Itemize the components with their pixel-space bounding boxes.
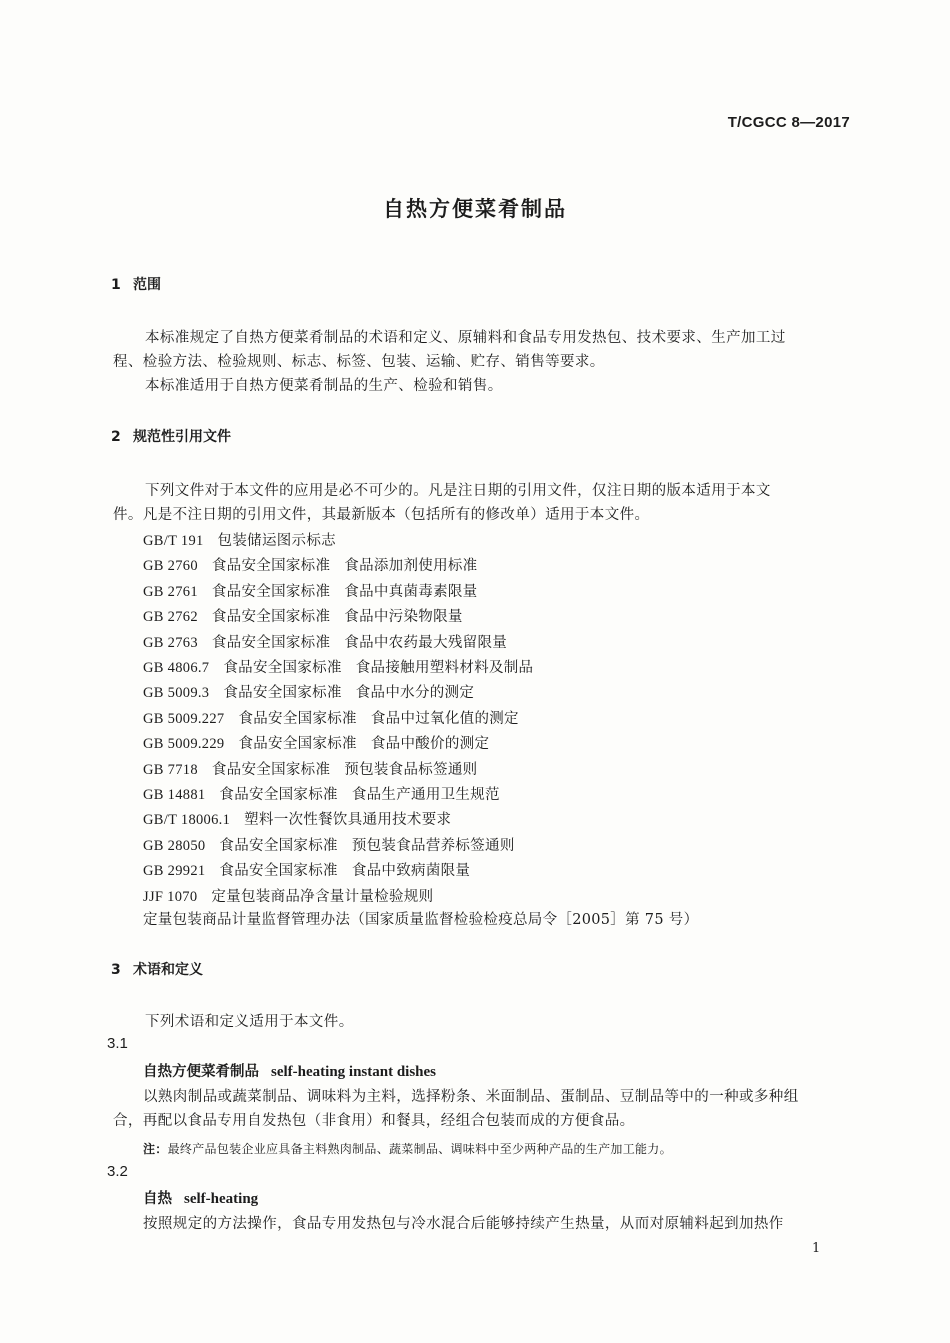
reference-title: 定量包装商品净含量计量检验规则 [211,888,434,905]
term-3-1-definition-line-1: 以熟肉制品或蔬菜制品、调味料为主料，选择粉条、米面制品、蛋制品、豆制品等中的一种或多种组 [143,1089,799,1105]
section-3-heading [111,959,203,979]
section-title: 范围 [133,277,161,293]
reference-subtitle: 预包装食品标签通则 [344,761,478,778]
reference-item [143,681,474,702]
section-1-paragraph-1-line-2: 程、检验方法、检验规则、标志、标签、包装、运输、贮存、销售等要求。 [113,354,605,370]
section-1-heading [111,274,161,294]
reference-title: 食品安全国家标准 [211,583,331,600]
reference-title: 食品安全国家标准 [219,787,338,803]
section-1-paragraph-1-line-1: 本标准规定了自热方便菜肴制品的术语和定义、原辅料和食品专用发热包、技术要求、生产加工过 [145,330,786,346]
reference-subtitle: 食品中过氧化值的测定 [370,710,519,727]
reference-title: 食品安全国家标准 [238,710,357,727]
reference-item [143,783,500,804]
reference-code: GB 2763 [143,634,198,651]
section-title: 术语和定义 [133,962,203,978]
term-3-1-title [143,1060,436,1081]
reference-item [143,656,533,677]
term-3-1-definition-line-2: 合，再配以食品专用自发热包（非食用）和餐具，经组合包装而成的方便食品。 [113,1113,635,1129]
reference-item [143,580,477,601]
reference-title: 食品安全国家标准 [211,634,331,651]
reference-code: GB 14881 [143,787,206,803]
reference-subtitle: 食品中水分的测定 [355,685,475,702]
reference-item [143,885,447,906]
reference-code: GB 4806.7 [143,660,210,676]
reference-title: 食品安全国家标准 [219,863,338,880]
reference-code: GB 5009.3 [143,685,210,702]
reference-code: GB 2762 [143,609,198,626]
reference-code: GB 5009.229 [143,736,225,753]
section-number: 2 [111,429,121,445]
reference-code: JJF 1070 [143,888,198,905]
term-3-1-number: 3.1 [107,1035,128,1052]
term-zh: 自热 [143,1190,172,1207]
reference-item [143,732,489,753]
section-number: 3 [111,962,121,978]
page-number: 1 [812,1241,821,1256]
reference-title: 食品安全国家标准 [223,660,342,676]
reference-title: 食品安全国家标准 [211,558,331,575]
note-label: 注： [143,1142,168,1156]
section-3-intro: 下列术语和定义适用于本文件。 [145,1014,354,1030]
reference-item [143,859,470,880]
reference-item [143,834,515,855]
reference-code: GB 2760 [143,558,198,575]
section-title: 规范性引用文件 [133,429,231,445]
reference-title: 食品安全国家标准 [238,736,357,753]
reference-subtitle: 预包装食品营养标签通则 [351,837,515,854]
reference-item [143,707,519,728]
reference-item [143,758,477,779]
section-2-intro-line-1: 下列文件对于本文件的应用是必不可少的。凡是注日期的引用文件，仅注日期的版本适用于本文 [145,483,771,499]
reference-code: GB 7718 [143,761,198,778]
reference-title: 食品安全国家标准 [211,761,331,778]
reference-subtitle: 食品中污染物限量 [344,609,463,626]
reference-subtitle: 食品接触用塑料材料及制品 [355,660,534,676]
section-number: 1 [111,277,121,293]
reference-item [143,808,465,829]
term-3-2-number: 3.2 [107,1163,128,1180]
reference-title: 塑料一次性餐饮具通用技术要求 [244,812,452,829]
reference-subtitle: 食品中农药最大残留限量 [344,634,508,651]
reference-title: 食品安全国家标准 [211,609,331,626]
standard-code: T/CGCC 8—2017 [727,114,850,131]
term-3-2-definition-line-1: 按照规定的方法操作，食品专用发热包与冷水混合后能够持续产生热量，从而对原辅料起到加热作 [143,1216,784,1232]
section-2-heading [111,426,231,446]
term-3-2-title [143,1187,258,1208]
term-zh: 自热方便菜肴制品 [143,1063,259,1080]
reference-title: 食品安全国家标准 [223,685,342,702]
reference-code: GB 29921 [143,863,206,880]
term-en: self-heating [184,1191,259,1207]
document-title: 自热方便菜肴制品 [383,197,567,221]
reference-subtitle: 食品中真菌毒素限量 [344,583,478,600]
reference-title: 包装储运图示标志 [217,533,336,549]
reference-item [143,529,350,550]
section-1-paragraph-2: 本标准适用于自热方便菜肴制品的生产、检验和销售。 [145,378,503,394]
reference-item [143,631,507,652]
reference-item [143,605,463,626]
reference-last: 定量包装商品计量监督管理办法（国家质量监督检验检疫总局令［2005］第 75 号） [143,912,699,928]
reference-subtitle: 食品中酸价的测定 [370,736,490,753]
reference-subtitle: 食品添加剂使用标准 [344,558,478,575]
reference-code: GB 2761 [143,583,198,600]
reference-subtitle: 食品中致病菌限量 [351,863,471,880]
reference-code: GB 28050 [143,837,206,854]
reference-code: GB 5009.227 [143,710,225,727]
reference-item [143,554,477,575]
reference-code: GB/T 191 [143,533,204,549]
term-3-1-note [143,1140,672,1157]
note-text: 最终产品包装企业应具备主料熟肉制品、蔬菜制品、调味料中至少两种产品的生产加工能力。 [167,1142,672,1156]
term-en: self-heating instant dishes [271,1064,437,1080]
reference-title: 食品安全国家标准 [219,837,338,854]
reference-subtitle: 食品生产通用卫生规范 [351,787,500,803]
reference-code: GB/T 18006.1 [143,812,231,829]
section-2-intro-line-2: 件。凡是不注日期的引用文件，其最新版本（包括所有的修改单）适用于本文件。 [113,507,650,523]
